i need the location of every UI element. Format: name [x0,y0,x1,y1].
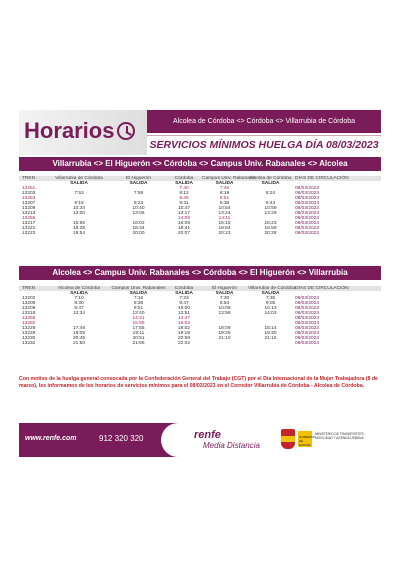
departure-time: 10:54 [218,206,231,211]
departure-time: 9:47 [74,306,84,311]
strike-notice: Con motivo de la huelga general convocada por la Confederación General del Trabajo (CGT) por el Día Internacional de la Mujer Trabajadora (8 de marzo), les informamos de los horarios de servicios mínimos para el 08/03/2023 en el Corredor Villarrubia de Córdoba - Alcolea de Córdoba. [19,376,378,389]
hero-banner [19,110,381,155]
departure-time: 16:18 [218,221,231,226]
schedule-table-1 [19,176,381,236]
departure-label: SALIDA [129,181,148,186]
departure-time: 8:54 [219,301,230,306]
departure-label: SALIDA [70,181,88,186]
strike-title: SERVICIOS MÍNIMOS HUELGA DÍA 08/03/2023 [147,135,381,153]
train-number: 13209 [22,206,36,211]
departure-time: 18:34 [132,226,145,231]
column-header: Campus Univ. Rabanales [111,286,166,291]
departure-time: 18:28 [72,226,85,231]
departure-time: 7:35 [265,296,276,301]
departure-time: 7:10 [74,296,84,301]
departure-time: 14:03 [264,311,277,316]
column-header: Córdoba [174,286,194,291]
train-number: 13221 [22,226,36,231]
departure-time: 18:09 [218,326,231,331]
renfe-logo: renfe [194,429,221,441]
departure-time: 20:07 [177,231,190,236]
departure-time: 8:30 [74,301,84,306]
departure-time: 15:56 [72,221,85,226]
service-date: 08/03/2023 [295,196,320,201]
departure-time: 19:25 [218,331,231,336]
ministry-text: MINISTERIO DE TRANSPORTES, MOVILIDAD Y AGENDA URBANA [315,432,365,440]
departure-time: 8:19 [219,191,230,196]
service-date: 08/03/2023 [295,336,320,341]
train-number: 13258 [22,316,36,321]
departure-time: 9:38 [219,201,230,206]
train-number: 13213 [22,211,36,216]
service-date: 08/03/2023 [295,231,320,236]
departure-time: 22:02 [177,341,190,346]
train-number: 13203 [22,191,36,196]
column-header: Campus Univ. Rabanales [202,176,257,181]
departure-time: 14:47 [177,316,190,321]
departure-time: 19:05 [72,331,85,336]
departure-time: 13:29 [264,211,277,216]
column-header: El Higuerón [125,176,152,181]
departure-time: 13:17 [177,211,190,216]
departure-time: 10:00 [177,306,190,311]
departure-time: 8:24 [265,191,276,196]
service-date: 08/03/2023 [295,301,320,306]
service-date: 08/03/2023 [295,191,320,196]
train-number: 13255 [22,216,36,221]
departure-time: 20:58 [177,336,190,341]
train-number: 13202 [22,296,36,301]
departure-time: 10:08 [218,306,231,311]
departure-time: 18:02 [177,326,190,331]
government-logo [281,429,381,451]
departure-time: 21:50 [72,341,85,346]
departure-time: 19:54 [72,231,85,236]
departure-time: 16:09 [177,221,190,226]
train-number: 13226 [22,326,36,331]
departure-time: 9:51 [133,306,144,311]
departure-time: 9:18 [74,201,84,206]
departure-time: 7:40 [179,186,189,191]
departure-label: SALIDA [261,291,280,296]
departure-time: 14:05 [177,216,190,221]
service-date: 08/03/2023 [295,221,320,226]
departure-time: 16:02 [132,221,145,226]
departure-time: 8:51 [219,196,230,201]
train-number: 13228 [22,331,36,336]
gov-badge: GOBIERNO DE ESPAÑA [298,431,312,447]
column-header: Villarrubia de Córdoba [55,176,103,181]
train-number: 13232 [22,341,36,346]
train-number: 13260 [22,321,36,326]
service-date: 08/03/2023 [295,186,320,191]
departure-label: SALIDA [215,181,234,186]
departure-time: 19:18 [177,331,190,336]
column-header: TREN [22,176,36,181]
service-date: 08/03/2023 [295,326,320,331]
train-number: 13253 [22,196,36,201]
column-header: DÍAS DE CIRCULACIÓN [295,176,349,181]
departure-time: 8:12 [179,191,189,196]
departure-label: SALIDA [175,291,193,296]
service-date: 08/03/2023 [295,321,320,326]
page-title: Horarios [24,118,115,143]
departure-time: 7:16 [133,296,144,301]
route-bar: Alcolea de Córdoba <> Córdoba <> Villarrubia de Córdoba [147,110,381,133]
departure-time: 13:51 [177,311,190,316]
departure-label: SALIDA [129,291,148,296]
service-date: 08/03/2023 [295,341,320,346]
departure-time: 21:56 [132,341,145,346]
departure-time: 7:46 [219,186,230,191]
train-number: 13217 [22,221,36,226]
column-header: Villarrubia de Córdoba [248,286,296,291]
departure-time: 14:41 [132,316,145,321]
departure-time: 9:05 [265,301,276,306]
departure-time: 17:55 [132,326,145,331]
service-date: 08/03/2023 [295,296,320,301]
departure-time: 9:43 [265,201,276,206]
schedule-table-2 [19,286,381,346]
departure-time: 8:47 [179,301,189,306]
phone-number: 912 320 320 [99,434,144,443]
table-row [19,231,381,236]
departure-time: 9:24 [133,201,144,206]
departure-time: 13:24 [218,211,231,216]
service-date: 08/03/2023 [295,331,320,336]
clock-icon [117,122,135,140]
departure-time: 16:23 [264,221,277,226]
departure-time: 13:40 [132,311,145,316]
departure-time: 7:53 [74,191,84,196]
departure-time: 20:23 [218,231,231,236]
departure-time: 18:14 [264,326,277,331]
footer [19,423,381,457]
section-1-title: Villarrubia <> El Higuerón <> Córdoba <> Campus Univ. Rabanales <> Alcolea [19,157,381,171]
departure-time: 13:58 [218,311,231,316]
departure-time: 7:30 [219,296,230,301]
departure-time: 10:13 [264,306,277,311]
train-number: 13230 [22,336,36,341]
departure-time: 21:10 [218,336,231,341]
service-date: 08/03/2023 [295,216,320,221]
departure-time: 18:41 [177,226,190,231]
departure-time: 7:23 [179,296,189,301]
departure-time: 17:49 [72,326,85,331]
departure-time: 18:59 [264,226,277,231]
hero-title-panel [19,110,147,155]
column-header: Alcolea de Córdoba [249,176,292,181]
website-link[interactable]: www.renfe.com [25,435,77,442]
service-date: 08/03/2023 [295,201,320,206]
departure-label: SALIDA [175,181,193,186]
renfe-subtitle: Media Distancia [203,441,260,450]
departure-time: 8:36 [133,301,144,306]
departure-time: 10:34 [72,206,85,211]
train-number: 13251 [22,186,36,191]
departure-time: 20:45 [72,336,85,341]
column-header: Córdoba [174,176,194,181]
departure-time: 19:30 [264,331,277,336]
departure-time: 19:11 [132,331,145,336]
table-row [19,341,381,346]
departure-time: 10:59 [264,206,277,211]
coat-of-arms-icon [281,429,295,449]
departure-time: 13:34 [72,311,85,316]
departure-label: SALIDA [261,181,280,186]
departure-time: 13:06 [132,211,145,216]
service-date: 08/03/2023 [295,206,320,211]
departure-time: 13:00 [72,211,85,216]
departure-time: 8:45 [179,196,189,201]
departure-time: 20:51 [132,336,145,341]
service-date: 08/03/2023 [295,211,320,216]
train-number: 13208 [22,306,36,311]
column-header: DÍAS DE CIRCULACIÓN [295,286,349,291]
column-header: TREN [22,286,36,291]
departure-time: 20:28 [264,231,277,236]
service-date: 08/03/2023 [295,311,320,316]
column-header: Alcolea de Córdoba [57,286,101,291]
departure-label: SALIDA [215,291,234,296]
service-date: 08/03/2023 [295,306,320,311]
departure-time: 20:00 [132,231,145,236]
departure-label: SALIDA [70,291,88,296]
train-number: 13223 [22,231,36,236]
departure-time: 7:59 [133,191,144,196]
departure-time: 10:47 [177,206,190,211]
train-number: 13218 [22,311,36,316]
departure-time: 15:56 [132,321,145,326]
service-date: 08/03/2023 [295,316,320,321]
departure-time: 14:11 [218,216,231,221]
train-number: 13207 [22,201,36,206]
departure-time: 16:02 [177,321,190,326]
service-date: 08/03/2023 [295,226,320,231]
column-header: El Higuerón [211,286,238,291]
section-2-title: Alcolea <> Campus Univ. Rabanales <> Córdoba <> El Higuerón <> Villarrubia [19,266,381,280]
train-number: 13206 [22,301,36,306]
departure-time: 21:15 [264,336,277,341]
departure-time: 18:54 [218,226,231,231]
departure-time: 9:31 [179,201,189,206]
departure-time: 10:40 [132,206,145,211]
